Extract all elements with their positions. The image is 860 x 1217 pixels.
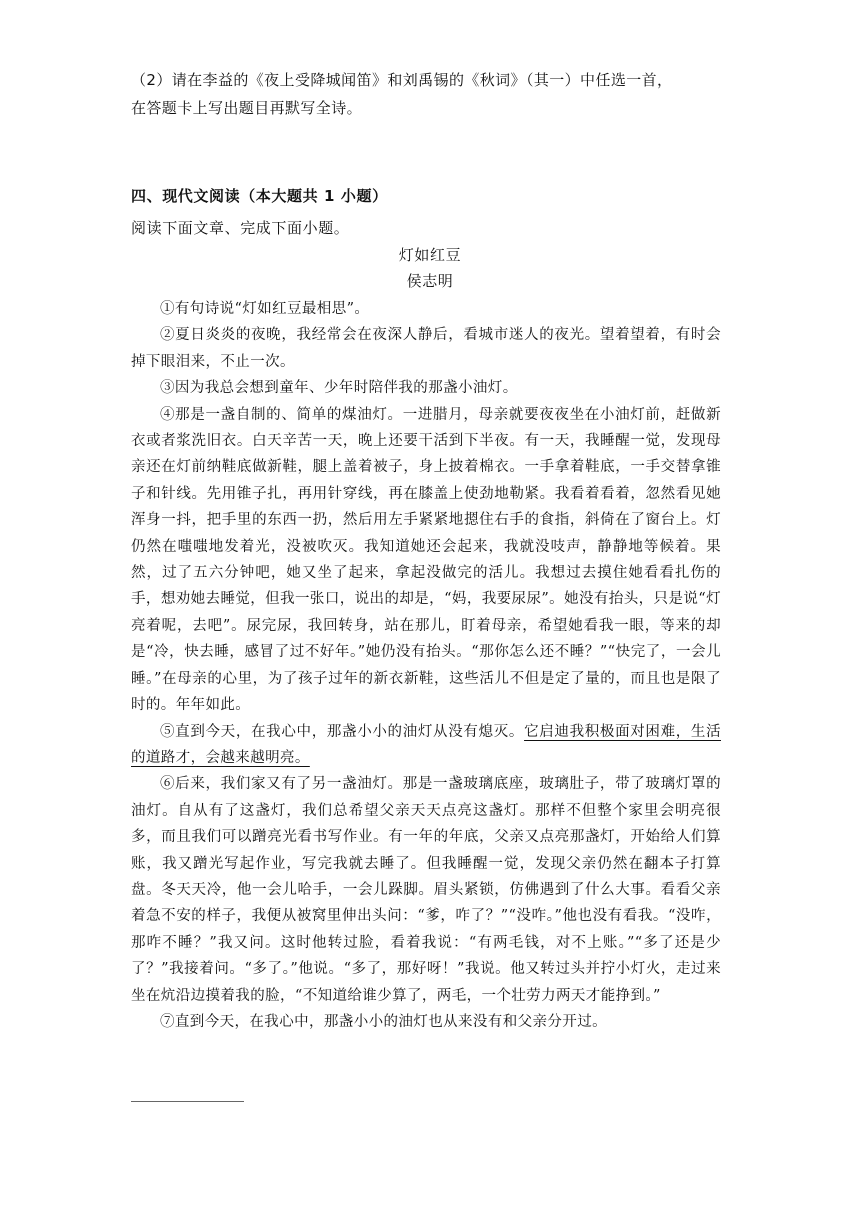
paragraph-7: ⑦直到今天，在我心中，那盏小小的油灯也从来没有和父亲分开过。 <box>160 1013 607 1030</box>
paragraph-3: ③因为我总会想到童年、少年时陪伴我的那盏小油灯。 <box>160 380 518 397</box>
paragraph-6: ⑥后来，我们家又有了另一盏油灯。那是一盏玻璃底座，玻璃肚子，带了玻璃灯罩的油灯。自从有了这盏灯，我们总希望父亲天天点亮这盏灯。那样不但整个家里会明亮很多，而且我们可以蹭亮光看书写作业。有一年的年底，父亲又点亮那盏灯，开始给人们算账，我又蹭光写起作业，写完我就去睡了。但我睡醒一觉，发现父亲仍然在翻本子打算盘。冬天天冷，他一会儿哈手，一会儿跺脚。眉头紧锁，仿佛遇到了什么大事。看看父亲着急不安的样子，我便从被窝里伸出头问：“爹，咋了？”“没咋。”他也没有看我。“没咋，那咋不睡？”我又问。这时他转过脸，看着我说：“有两毛钱，对不上账。”“多了还是少了？”我接着问。“多了。”他说。“多了，那好呀！”我说。他又转过头并拧小灯火，走过来坐在炕沿边摸着我的脸，“不知道给谁少算了，两毛，一个壮劳力两天才能挣到。” <box>131 776 721 1004</box>
paragraph-2: ②夏日炎炎的夜晚，我经常会在夜深人静后，看城市迷人的夜光。望着望着，有时会掉下眼泪来，不止一次。 <box>131 327 721 370</box>
question-line-2: 在答题卡上写出题目再默写全诗。 <box>131 99 363 117</box>
paragraph-4: ④那是一盏自制的、简单的煤油灯。一进腊月，母亲就要夜夜坐在小油灯前，赶做新衣或者浆洗旧衣。白天辛苦一天，晚上还要干活到下半夜。有一天，我睡醒一觉，发现母亲还在灯前纳鞋底做新鞋，腿上盖着被子，身上披着棉衣。一手拿着鞋底，一手交替拿锥子和针线。先用锥子扎，再用针穿线，再在膝盖上使劲地勒紧。我看着看着，忽然看见她浑身一抖，把手里的东西一扔，然后用左手紧紧地摁住右手的食指，斜倚在了窗台上。灯仍然在嗤嗤地发着光，没被吹灭。我知道她还会起来，我就没吱声，静静地等候着。果然，过了五六分钟吧，她又坐了起来，拿起没做完的活儿。我想过去摸住她看看扎伤的手，想劝她去睡觉，但我一张口，说出的却是，“妈，我要尿尿”。她没有抬头，只是说“灯亮着呢，去吧”。尿完尿，我回转身，站在那儿，盯着母亲，希望她看我一眼，等来的却是“冷，快去睡，感冒了过不好年。”她仍没有抬头。“那你怎么还不睡？”“快完了，一会儿睡。”在母亲的心里，为了孩子过年的新衣新鞋，这些活儿不但是定了量的，而且也是限了时的。年年如此。 <box>131 406 721 714</box>
paragraph-1: ①有句诗说“灯如红豆最相思”。 <box>160 301 370 317</box>
paragraph-5-underlined-sentence: 它启迪我积极面对困难，生活的道路才，会越来越明亮。 <box>131 723 721 766</box>
paragraph-5 <box>131 719 721 772</box>
section-intro: 阅读下面文章、完成下面小题。 <box>131 219 350 237</box>
article-author: 侯志明 <box>406 272 454 290</box>
article-body <box>131 296 721 1035</box>
footnote-divider <box>131 1101 244 1102</box>
section-title: 四、现代文阅读（本大题共 1 小题） <box>131 187 388 205</box>
paragraph-5-text: ⑤直到今天，在我心中，那盏小小的油灯从没有熄灭。 <box>160 723 525 740</box>
question-line-1: （2）请在李益的《夜上受降城闻笛》和刘禹锡的《秋词》（其一）中任选一首， <box>131 71 673 89</box>
article-title: 灯如红豆 <box>398 246 462 264</box>
